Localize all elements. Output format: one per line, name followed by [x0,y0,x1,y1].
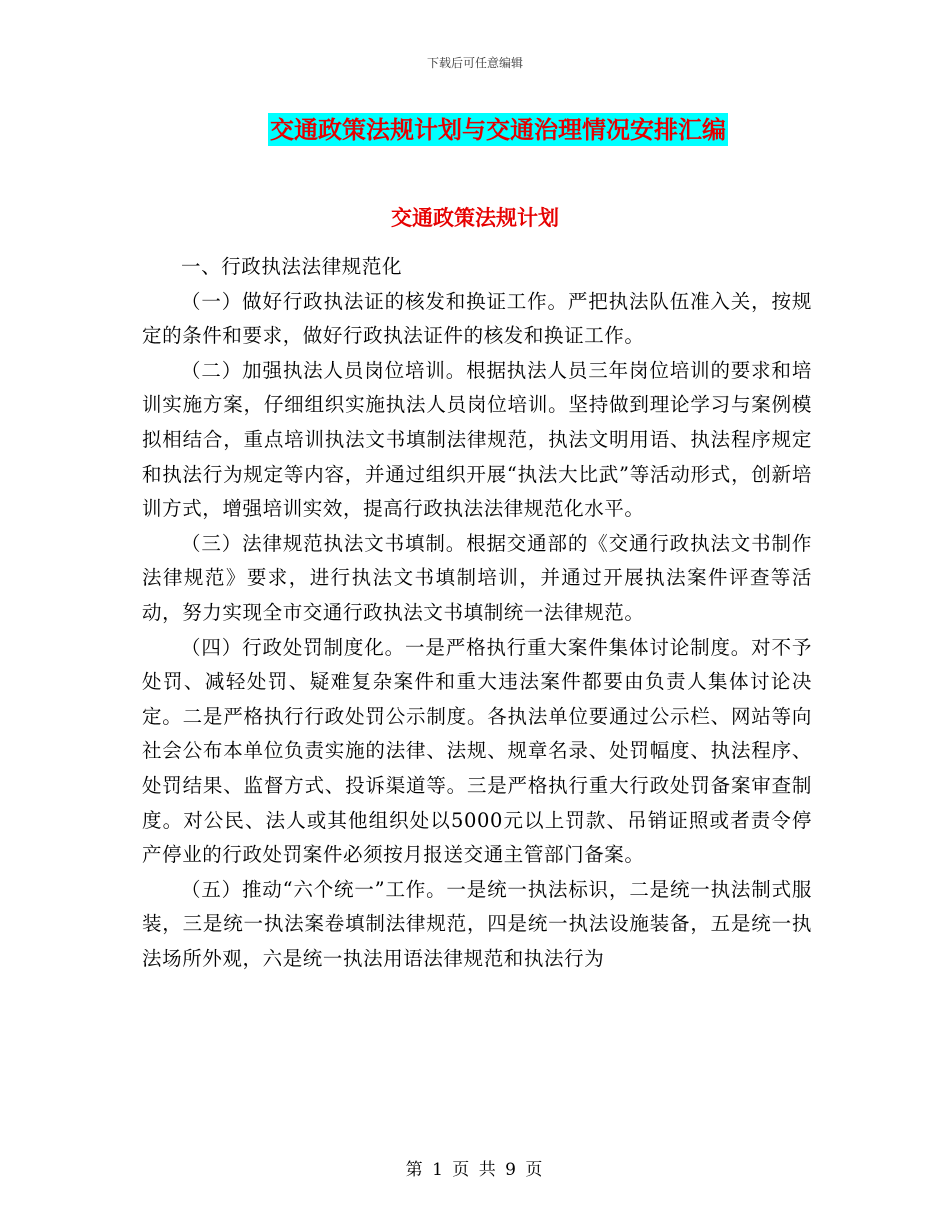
page-footer: 第 1 页 共 9 页 [405,1160,545,1180]
paragraph: （一）做好行政执法证的核发和换证工作。严把执法队伍准入关，按规定的条件和要求，做好行政执法证件的核发和换证工作。 [142,289,812,348]
main-title: 交通政策法规计划与交通治理情况安排汇编 [270,115,726,144]
header-note: 下载后可任意编辑 [426,56,523,70]
paragraph: （三）法律规范执法文书填制。根据交通部的《交通行政执法文书制作法律规范》要求，进行执法文书填制培训，并通过开展执法案件评查等活动，努力实现全市交通行政执法文书填制统一法律规范。 [142,531,812,624]
section-title: 交通政策法规计划 [391,205,559,230]
document-body [142,250,812,976]
paragraph: （二）加强执法人员岗位培训。根据执法人员三年岗位培训的要求和培训实施方案，仔细组织实施执法人员岗位培训。坚持做到理论学习与案例模拟相结合，重点培训执法文书填制法律规范，执法文明用语、执法程序规定和执法行为规定等内容，并通过组织开展“执法大比武”等活动形式，创新培训方式，增强培训实效，提高行政执法法律规范化水平。 [142,358,812,521]
main-title-wrap [0,113,950,146]
paragraph: （四）行政处罚制度化。一是严格执行重大案件集体讨论制度。对不予处罚、减轻处罚、疑难复杂案件和重大违法案件都要由负责人集体讨论决定。二是严格执行行政处罚公示制度。各执法单位要通过公示栏、网站等向社会公布本单位负责实施的法律、法规、规章名录、处罚幅度、执法程序、处罚结果、监督方式、投诉渠道等。三是严格执行重大行政处罚备案审查制度。对公民、法人或其他组织处以5000元以上罚款、吊销证照或者责令停产停业的行政处罚案件必须按月报送交通主管部门备案。 [142,635,812,867]
paragraph: （五）推动“六个统一”工作。一是统一执法标识，二是统一执法制式服装，三是统一执法案卷填制法律规范，四是统一执法设施装备，五是统一执法场所外观，六是统一执法用语法律规范和执法行为 [142,877,812,970]
section-heading: 一、行政执法法律规范化 [181,255,403,278]
